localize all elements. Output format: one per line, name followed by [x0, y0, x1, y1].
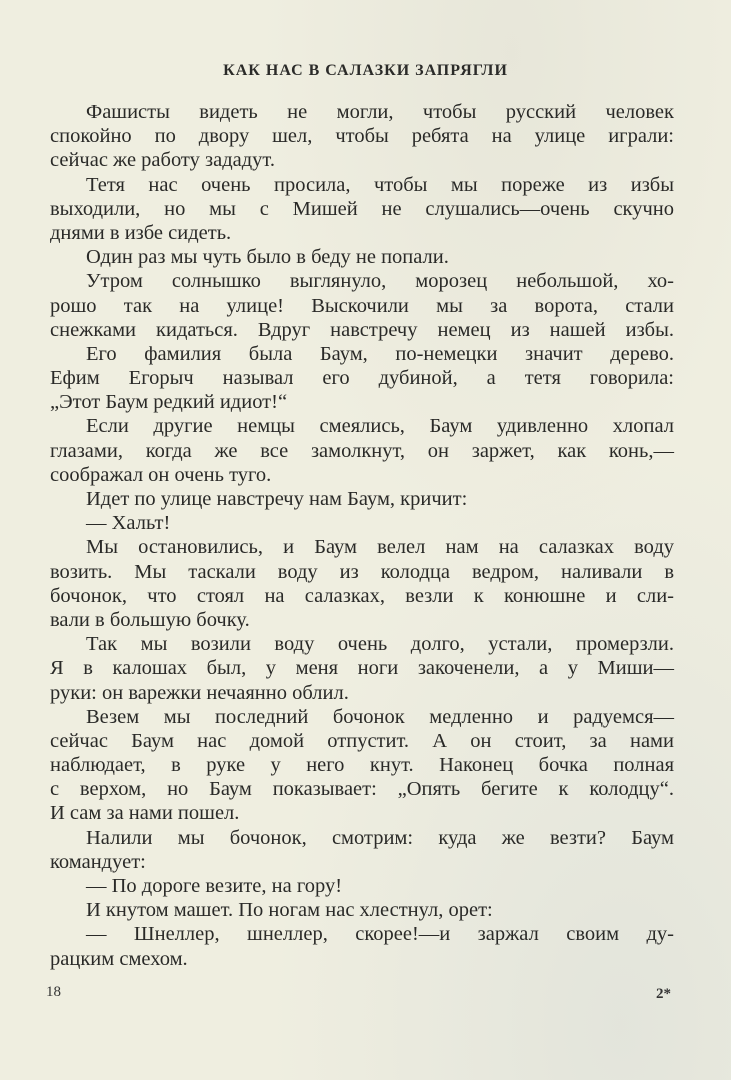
text-line: И сам за нами пошел.	[50, 802, 240, 825]
text-line: Так мы возили воду очень долго, устали, промерзли.	[86, 633, 674, 656]
text-line: снежками кидаться. Вдруг навстречу немец из нашей избы.	[50, 318, 674, 341]
text-line: днями в избе сидеть.	[50, 221, 232, 244]
text-line: вали в большую бочку.	[50, 608, 250, 631]
text-line: руки: он варежки нечаянно облил.	[50, 681, 349, 704]
text-line: спокойно по двору шел, чтобы ребята на улице играли:	[50, 125, 674, 148]
text-line: сейчас же работу зададут.	[50, 149, 275, 172]
text-line: рацким смехом.	[50, 947, 188, 970]
text-line: — Хальт!	[86, 512, 171, 535]
text-line: Ефим Егорыч называл его дубиной, а тетя говорила:	[50, 367, 674, 390]
text-line: глазами, когда же все замолкнут, он заржет, как конь,—	[50, 439, 674, 462]
text-line: бочонок, что стоял на салазках, везли к конюшне и сли-	[50, 584, 674, 607]
text-line: рошо так на улице! Выскочили мы за ворота, стали	[50, 294, 674, 317]
text-line: Идет по улице навстречу нам Баум, кричит:	[86, 488, 468, 510]
text-line: соображал он очень туго.	[50, 463, 272, 486]
text-line: Фашисты видеть не могли, чтобы русский человек	[86, 101, 674, 123]
text-line: Везем мы последний бочонок медленно и радуемся—	[86, 705, 674, 728]
text-line: Его фамилия была Баум, по-немецки значит дерево.	[86, 342, 674, 365]
text-line: И кнутом машет. По ногам нас хлестнул, орет:	[86, 899, 493, 922]
text-line: возить. Мы таскали воду из колодца ведром, наливали в	[50, 560, 674, 583]
text-line: — По дороге везите, на гору!	[86, 875, 343, 897]
signature-mark: 2*	[656, 986, 671, 1002]
body-text	[50, 100, 674, 971]
text-line: наблюдает, в руке у него кнут. Наконец бочка полная	[50, 754, 674, 777]
text-line: Один раз мы чуть было в беду не попали.	[86, 246, 449, 269]
text-line: — Шнеллер, шнеллер, скорее!—и заржал своим ду-	[86, 923, 674, 946]
text-line: Я в калошах был, у меня ноги закоченели, а у Миши—	[50, 657, 674, 680]
text-line: выходили, но мы с Мишей не слушались—очень скучно	[50, 197, 674, 220]
text-line: с верхом, но Баум показывает: „Опять бегите к колодцу“.	[50, 778, 674, 801]
running-head: КАК НАС В САЛАЗКИ ЗАПРЯГЛИ	[223, 62, 508, 79]
text-line: Тетя нас очень просила, чтобы мы пореже из избы	[86, 173, 674, 196]
text-line: „Этот Баум редкий идиот!“	[50, 391, 288, 414]
text-line: Если другие немцы смеялись, Баум удивленно хлопал	[86, 415, 674, 438]
text-line: Утром солнышко выглянуло, морозец небольшой, хо-	[86, 270, 674, 293]
page-number: 18	[46, 984, 61, 1000]
text-line: сейчас Баум нас домой отпустит. А он стоит, за нами	[50, 729, 674, 752]
text-line: Мы остановились, и Баум велел нам на салазках воду	[86, 536, 674, 559]
text-line: Налили мы бочонок, смотрим: куда же везти? Баум	[86, 826, 674, 849]
text-line: командует:	[50, 850, 146, 873]
